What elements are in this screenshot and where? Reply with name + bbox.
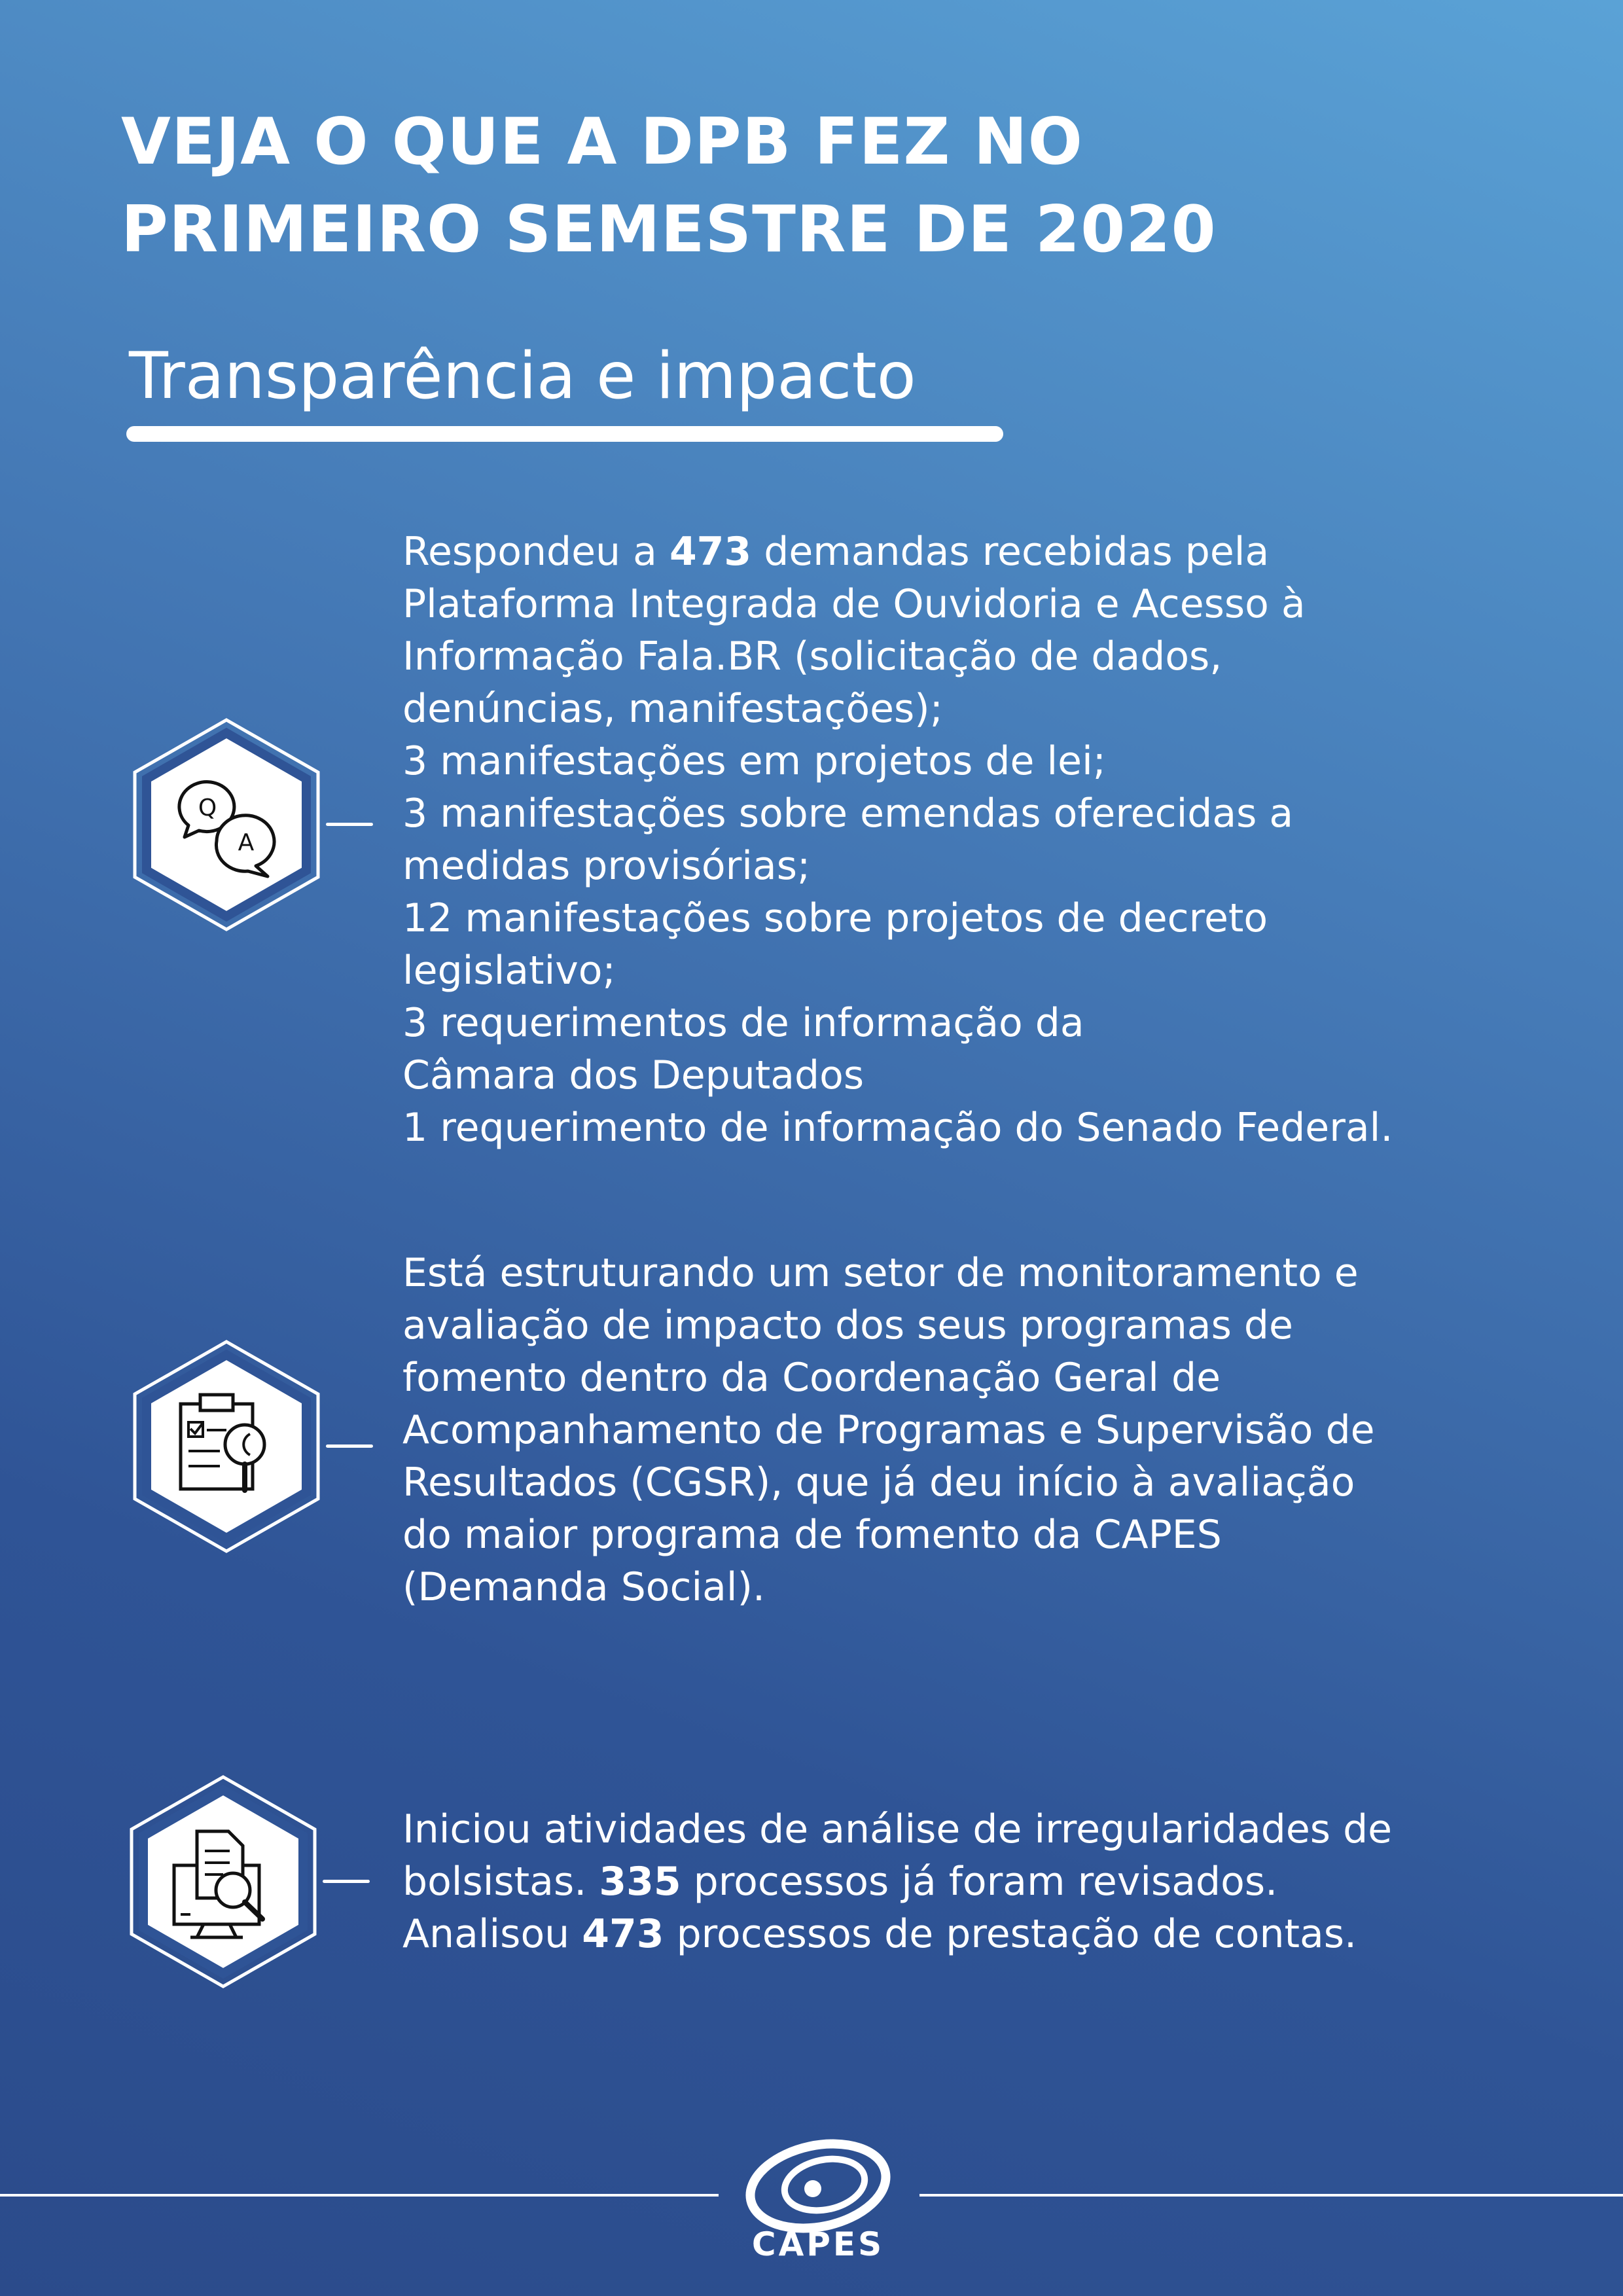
text-segment: Analisou: [402, 1911, 582, 1957]
text-line: [402, 1404, 1580, 1456]
text-line: [402, 1247, 1580, 1299]
text-line: [402, 1049, 1580, 1102]
text-segment: 12 manifestações sobre projetos de decreto: [402, 895, 1268, 941]
text-segment: (Demanda Social).: [402, 1564, 766, 1610]
text-line: [402, 526, 1580, 578]
text-line: [402, 683, 1580, 735]
text-line: [402, 1803, 1580, 1856]
text-line: [402, 578, 1580, 630]
item-text-ouvidoria: [402, 526, 1580, 1154]
text-line: [402, 997, 1580, 1049]
text-segment: Acompanhamento de Programas e Supervisão de: [402, 1407, 1375, 1453]
text-segment: fomento dentro da Coordenação Geral de: [402, 1355, 1221, 1401]
page-title: [121, 98, 1495, 274]
text-segment: denúncias, manifestações);: [402, 686, 943, 732]
connector-line: [326, 1444, 373, 1448]
document-monitor-magnifier-icon: [125, 1774, 321, 1990]
text-line: [402, 1561, 1580, 1613]
text-segment: bolsistas.: [402, 1859, 599, 1905]
highlight-number: 473: [582, 1911, 664, 1957]
highlight-number: 335: [599, 1859, 681, 1905]
title-line-1: VEJA O QUE A DPB FEZ NO: [121, 105, 1083, 179]
text-segment: Está estruturando um setor de monitoramento e: [402, 1250, 1359, 1296]
connector-line: [326, 823, 373, 826]
text-line: [402, 630, 1580, 683]
text-segment: processos de prestação de contas.: [664, 1911, 1357, 1957]
subtitle-underline: [126, 426, 1003, 442]
clipboard-magnifier-icon: [128, 1338, 325, 1554]
footer-divider-left: [0, 2194, 719, 2197]
text-segment: Iniciou atividades de análise de irregularidades de: [402, 1806, 1393, 1852]
text-segment: 3 requerimentos de informação da: [402, 1000, 1084, 1046]
text-line: [402, 1856, 1580, 1908]
section-subtitle: Transparência e impacto: [129, 339, 916, 414]
highlight-number: 473: [669, 529, 752, 575]
text-segment: processos já foram revisados.: [681, 1859, 1278, 1905]
svg-text:A: A: [238, 829, 255, 856]
text-line: [402, 1509, 1580, 1561]
svg-text:Q: Q: [198, 795, 217, 821]
text-segment: medidas provisórias;: [402, 843, 811, 889]
text-segment: 3 manifestações sobre emendas oferecidas a: [402, 791, 1294, 836]
text-segment: 1 requerimento de informação do Senado Federal.: [402, 1105, 1393, 1151]
text-line: [402, 1908, 1580, 1960]
text-line: [402, 787, 1580, 840]
text-line: [402, 1456, 1580, 1509]
footer-divider-right: [919, 2194, 1623, 2197]
text-segment: Respondeu a: [402, 529, 669, 575]
text-segment: Resultados (CGSR), que já deu início à avaliação: [402, 1460, 1355, 1505]
text-segment: do maior programa de fomento da CAPES: [402, 1512, 1222, 1558]
text-line: [402, 1102, 1580, 1154]
qa-chat-icon: [128, 717, 325, 933]
text-line: [402, 840, 1580, 892]
text-segment: legislativo;: [402, 948, 616, 994]
text-segment: Câmara dos Deputados: [402, 1052, 865, 1098]
text-line: [402, 1299, 1580, 1352]
text-segment: Plataforma Integrada de Ouvidoria e Acesso à: [402, 581, 1306, 627]
connector-line: [323, 1880, 370, 1883]
text-segment: demandas recebidas pela: [751, 529, 1270, 575]
text-segment: Informação Fala.BR (solicitação de dados,: [402, 634, 1222, 679]
text-line: [402, 892, 1580, 944]
item-text-irregularidades: [402, 1803, 1580, 1960]
text-segment: 3 manifestações em projetos de lei;: [402, 738, 1106, 784]
text-segment: avaliação de impacto dos seus programas de: [402, 1302, 1293, 1348]
text-line: [402, 944, 1580, 997]
text-line: [402, 1352, 1580, 1404]
text-line: [402, 735, 1580, 787]
title-line-2: PRIMEIRO SEMESTRE DE 2020: [121, 192, 1217, 267]
logo-text: CAPES: [751, 2225, 885, 2263]
item-text-monitoramento: [402, 1247, 1580, 1613]
